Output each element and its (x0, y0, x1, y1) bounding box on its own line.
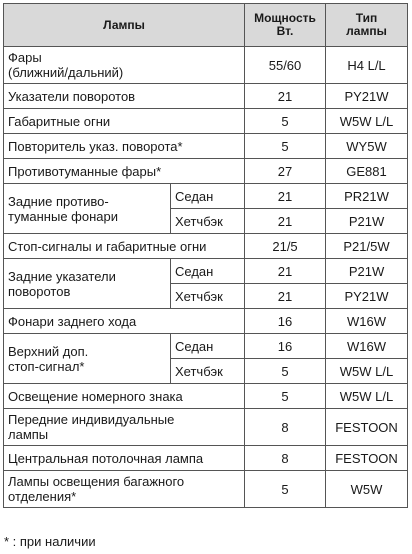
lamp-power: 21 (245, 209, 326, 234)
variant-label: Седан (171, 184, 245, 209)
lamp-type: W5W L/L (326, 109, 408, 134)
lamp-type: W5W (326, 471, 408, 508)
table-row (4, 109, 408, 134)
lamp-type: W5W L/L (326, 384, 408, 409)
lamp-name: Указатели поворотов (4, 84, 245, 109)
lamp-name: Габаритные огни (4, 109, 245, 134)
lamp-type: GE881 (326, 159, 408, 184)
table-row (4, 309, 408, 334)
lamp-type: W16W (326, 334, 408, 359)
lamp-type: FESTOON (326, 446, 408, 471)
table-row (4, 334, 408, 359)
lamp-name: Лампы освещения багажного отделения* (4, 471, 245, 508)
lamp-type: PY21W (326, 284, 408, 309)
header-type: Тип лампы (326, 4, 408, 47)
lamp-type: FESTOON (326, 409, 408, 446)
header-lamps: Лампы (4, 4, 245, 47)
lamp-type: PR21W (326, 184, 408, 209)
variant-label: Хетчбэк (171, 209, 245, 234)
lamp-power: 16 (245, 334, 326, 359)
lamp-power: 21 (245, 184, 326, 209)
lamp-power: 21/5 (245, 234, 326, 259)
lamp-type: WY5W (326, 134, 408, 159)
bulb-spec-table (3, 3, 408, 508)
lamp-power: 27 (245, 159, 326, 184)
lamp-name: Центральная потолочная лампа (4, 446, 245, 471)
variant-label: Седан (171, 334, 245, 359)
table-row (4, 234, 408, 259)
footnote: * : при наличии (4, 534, 96, 549)
variant-label: Хетчбэк (171, 284, 245, 309)
lamp-type: W5W L/L (326, 359, 408, 384)
lamp-power: 21 (245, 284, 326, 309)
table-row (4, 159, 408, 184)
header-row (4, 4, 408, 47)
table-row (4, 84, 408, 109)
lamp-type: P21W (326, 209, 408, 234)
lamp-type: P21W (326, 259, 408, 284)
lamp-power: 16 (245, 309, 326, 334)
lamp-type: P21/5W (326, 234, 408, 259)
lamp-name: Передние индивидуальные лампы (4, 409, 245, 446)
lamp-type: H4 L/L (326, 47, 408, 84)
lamp-name: Повторитель указ. поворота* (4, 134, 245, 159)
table-row (4, 446, 408, 471)
variant-label: Седан (171, 259, 245, 284)
lamp-name: Фонари заднего хода (4, 309, 245, 334)
lamp-type: W16W (326, 309, 408, 334)
lamp-power: 8 (245, 446, 326, 471)
lamp-power: 21 (245, 259, 326, 284)
lamp-power: 21 (245, 84, 326, 109)
table-row (4, 134, 408, 159)
lamp-name: Противотуманные фары* (4, 159, 245, 184)
table-row (4, 259, 408, 284)
table-row (4, 184, 408, 209)
lamp-power: 5 (245, 109, 326, 134)
lamp-power: 5 (245, 384, 326, 409)
variant-label: Хетчбэк (171, 359, 245, 384)
lamp-type: PY21W (326, 84, 408, 109)
lamp-power: 5 (245, 134, 326, 159)
lamp-name: Фары (ближний/дальний) (4, 47, 245, 84)
lamp-name: Освещение номерного знака (4, 384, 245, 409)
lamp-name: Стоп-сигналы и габаритные огни (4, 234, 245, 259)
lamp-power: 5 (245, 359, 326, 384)
lamp-power: 5 (245, 471, 326, 508)
lamp-power: 55/60 (245, 47, 326, 84)
lamp-power: 8 (245, 409, 326, 446)
lamp-name: Задние указатели поворотов (4, 259, 171, 309)
lamp-name: Верхний доп. стоп-сигнал* (4, 334, 171, 384)
table-row (4, 471, 408, 508)
table-row (4, 384, 408, 409)
table-row (4, 409, 408, 446)
table-row (4, 47, 408, 84)
lamp-name: Задние противо- туманные фонари (4, 184, 171, 234)
header-power: Мощность Вт. (245, 4, 326, 47)
